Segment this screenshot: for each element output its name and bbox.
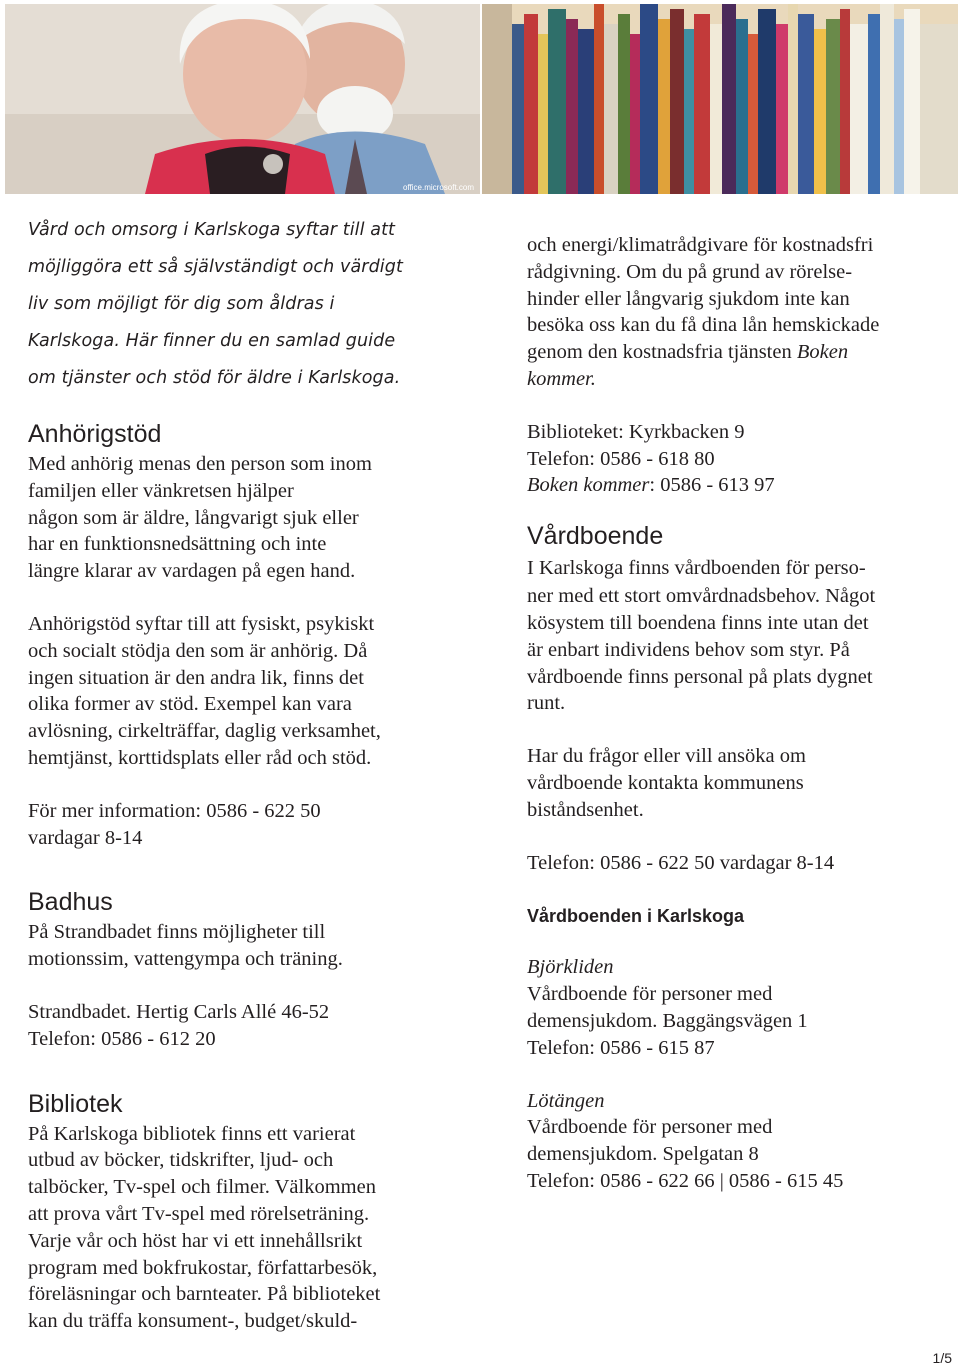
- text-line: motionssim, vattengympa och träning.: [28, 948, 343, 971]
- left-column: [28, 212, 448, 1335]
- intro-line: om tjänster och stöd för äldre i Karlskoga.: [28, 368, 401, 388]
- text-line: besöka oss kan du få dina lån hemskickade: [527, 314, 880, 337]
- text-line: Telefon: 0586 - 618 80: [527, 447, 715, 470]
- intro-line: Vård och omsorg i Karlskoga syftar till att: [28, 220, 396, 240]
- text-line: Biblioteket: Kyrkbacken 9: [527, 420, 745, 443]
- text-line: vårdboende kontakta kommunens: [527, 771, 804, 794]
- bibliotek-continuation: [527, 232, 947, 393]
- text-line: någon som är äldre, långvarigt sjuk eller: [28, 506, 359, 529]
- page-number: 1/5: [932, 1350, 952, 1366]
- vardboende-paragraph-2: [527, 743, 947, 823]
- text-line: är enbart individens behov som styr. På: [527, 638, 850, 661]
- anhorigstod-paragraph-1: [28, 451, 448, 585]
- text-span: : 0586 - 613 97: [649, 474, 775, 497]
- text-line: olika former av stöd. Exempel kan vara: [28, 693, 352, 716]
- text-line: Telefon: 0586 - 612 20: [28, 1027, 216, 1050]
- intro-line: Karlskoga. Här finner du en samlad guide: [28, 331, 396, 351]
- vardboenden-subheading: Vårdboenden i Karlskoga: [527, 906, 745, 927]
- text-line: utbud av böcker, tidskrifter, ljud- och: [28, 1149, 334, 1172]
- text-line: avlösning, cirkelträffar, daglig verksamhet,: [28, 720, 381, 743]
- right-column: [527, 232, 947, 1195]
- text-line: runt.: [527, 692, 566, 715]
- anhorigstod-heading: Anhörigstöd: [28, 420, 162, 448]
- intro-line: möjliggöra ett så självständigt och värdigt: [28, 257, 403, 277]
- text-line: På Karlskoga bibliotek finns ett varierat: [28, 1122, 356, 1145]
- text-line: vårdboende finns personal på plats dygnet: [527, 665, 873, 688]
- text-line: demensjukdom. Spelgatan 8: [527, 1143, 759, 1166]
- text-line: program med bokfrukostar, författarbesök,: [28, 1256, 378, 1279]
- anhorigstod-contact: [28, 798, 448, 852]
- bookshelf-illustration: [482, 4, 958, 194]
- text-line: [527, 366, 947, 393]
- text-line: Har du frågor eller vill ansöka om: [527, 745, 806, 768]
- text-span: Boken kommer: [527, 474, 650, 497]
- vardboende-paragraph-1: [527, 553, 947, 717]
- text-line: biståndsenhet.: [527, 798, 644, 821]
- text-line: ner med ett stort omvårdnadsbehov. Något: [527, 585, 876, 608]
- home-name: Lötängen: [527, 1089, 605, 1112]
- vardboende-lotangen: [527, 1088, 947, 1195]
- badhus-heading: Badhus: [28, 888, 113, 917]
- text-line: rådgivning. Om du på grund av rörelse-: [527, 260, 853, 283]
- elderly-couple-illustration: [5, 4, 480, 194]
- text-span: genom den kostnadsfria tjänsten: [527, 341, 797, 364]
- bibliotek-paragraph-1: [28, 1121, 448, 1335]
- vardboende-phone: Telefon: 0586 - 622 50 vardagar 8-14: [527, 851, 835, 874]
- text-line: [527, 472, 947, 499]
- text-line: Vårdboende för personer med: [527, 983, 773, 1006]
- text-line: Strandbadet. Hertig Carls Allé 46-52: [28, 1000, 330, 1023]
- home-name: Björkliden: [527, 956, 614, 979]
- text-line: längre klarar av vardagen på egen hand.: [28, 560, 356, 583]
- anhorigstod-paragraph-2: [28, 611, 448, 772]
- text-line: hemtjänst, korttidsplats eller råd och stöd.: [28, 746, 372, 769]
- text-line: och socialt stödja den som är anhörig. Då: [28, 639, 368, 662]
- vardboende-heading: Vårdboende: [527, 522, 664, 551]
- text-line: ingen situation är den andra lik, finns det: [28, 666, 364, 689]
- text-line: familjen eller vänkretsen hjälper: [28, 479, 294, 502]
- text-line: föreläsningar och barnteater. På biblioteket: [28, 1283, 381, 1306]
- boken-kommer-link: Boken: [796, 341, 849, 364]
- bibliotek-contact: [527, 419, 947, 499]
- intro-text: [28, 212, 448, 397]
- text-line: I Karlskoga finns vårdboenden för perso-: [527, 557, 866, 580]
- text-span: kommer.: [527, 367, 596, 390]
- text-line: Vårdboende för personer med: [527, 1116, 773, 1139]
- text-line: För mer information: 0586 - 622 50: [28, 799, 321, 822]
- text-line: Varje vår och höst har vi ett innehållsrikt: [28, 1229, 363, 1252]
- text-line: Anhörigstöd syftar till att fysiskt, psykiskt: [28, 612, 375, 635]
- text-line: kan du träffa konsument-, budget/skuld-: [28, 1310, 358, 1333]
- text-line: Med anhörig menas den person som inom: [28, 453, 372, 475]
- text-line: att prova vårt Tv-spel med rörelseträning.: [28, 1202, 370, 1225]
- text-line: demensjukdom. Baggängsvägen 1: [527, 1009, 808, 1032]
- badhus-contact: [28, 999, 448, 1053]
- badhus-paragraph-1: [28, 919, 448, 973]
- text-line: vardagar 8-14: [28, 826, 143, 849]
- text-line: har en funktionsnedsättning och inte: [28, 533, 327, 556]
- elderly-couple-photo: [5, 4, 480, 194]
- text-line: Telefon: 0586 - 615 87: [527, 1036, 715, 1059]
- text-line: och energi/klimatrådgivare för kostnadsfri: [527, 234, 874, 256]
- text-line: hinder eller långvarig sjukdom inte kan: [527, 287, 850, 310]
- text-line: Telefon: 0586 - 622 66 | 0586 - 615 45: [527, 1169, 844, 1192]
- vardboende-bjorkliden: [527, 954, 947, 1061]
- text-line: På Strandbadet finns möjligheter till: [28, 921, 326, 944]
- photo-credit: office.microsoft.com: [403, 183, 474, 192]
- bibliotek-heading: Bibliotek: [28, 1089, 123, 1118]
- text-line: [527, 339, 947, 366]
- intro-line: liv som möjligt för dig som åldras i: [28, 294, 335, 314]
- text-line: kösystem till boendena finns inte utan det: [527, 611, 869, 634]
- text-line: talböcker, Tv-spel och filmer. Välkommen: [28, 1176, 376, 1199]
- bookshelf-photo: [482, 4, 958, 194]
